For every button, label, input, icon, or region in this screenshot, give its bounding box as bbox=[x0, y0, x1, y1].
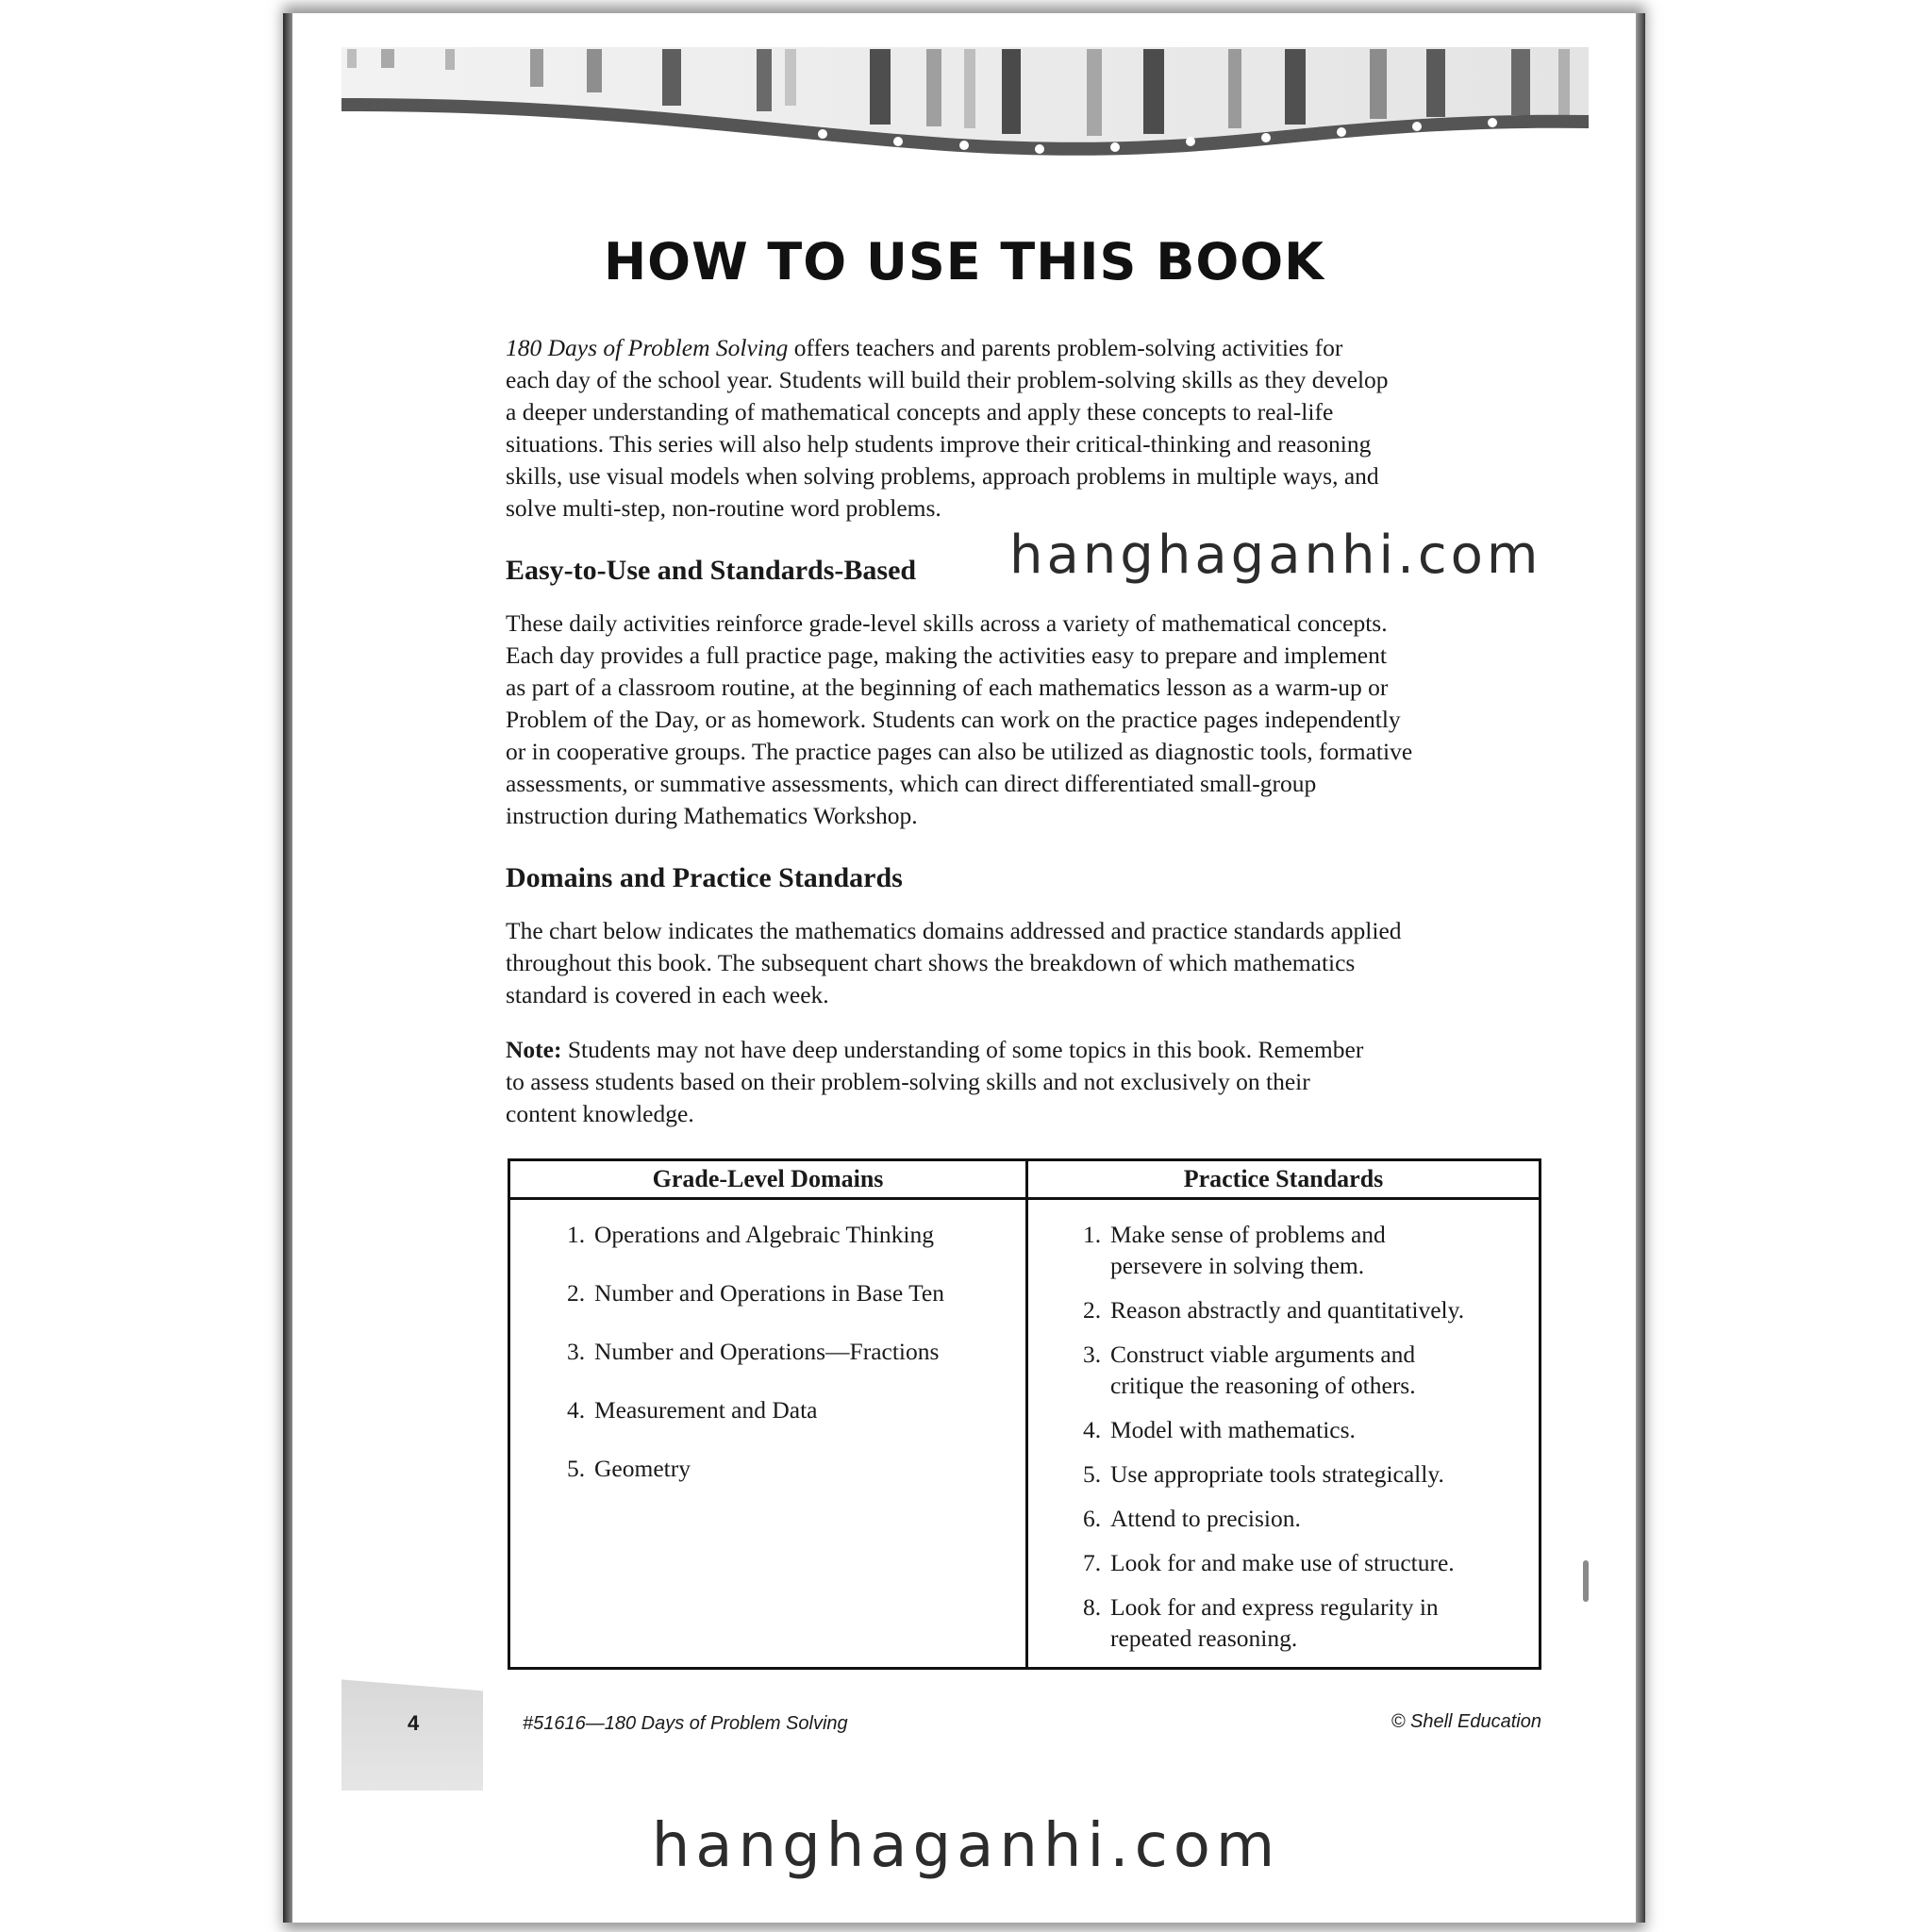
domain-item-text: Measurement and Data bbox=[594, 1396, 818, 1424]
page-edge-mark bbox=[1583, 1560, 1589, 1602]
note-line: to assess students based on their problem-solving skills and not exclusively on their bbox=[506, 1068, 1310, 1095]
standard-item-text: critique the reasoning of others. bbox=[1110, 1372, 1416, 1399]
domain-item-text: Geometry bbox=[594, 1455, 691, 1482]
domain-item-text: Operations and Algebraic Thinking bbox=[594, 1221, 934, 1248]
standard-item-number: 5. bbox=[1083, 1460, 1102, 1488]
intro-line: a deeper understanding of mathematical concepts and apply these concepts to real-life bbox=[506, 398, 1334, 425]
section-heading-easy-to-use: Easy-to-Use and Standards-Based bbox=[506, 555, 917, 586]
standard-item bbox=[1083, 1339, 1539, 1401]
domain-item bbox=[567, 1453, 1025, 1484]
domains-list bbox=[510, 1200, 1025, 1484]
section-heading-domains: Domains and Practice Standards bbox=[506, 862, 903, 893]
section1-line: or in cooperative groups. The practice pages can also be utilized as diagnostic tools, formative bbox=[506, 738, 1413, 765]
section1-paragraph bbox=[506, 609, 1591, 834]
section1-line: Problem of the Day, or as homework. Students can work on the practice pages independently bbox=[506, 706, 1401, 733]
standard-item bbox=[1083, 1294, 1539, 1325]
domains-cell bbox=[509, 1199, 1027, 1669]
note-label: Note: bbox=[506, 1036, 562, 1063]
domain-item-text: Number and Operations—Fractions bbox=[594, 1338, 940, 1365]
standard-item-text: Reason abstractly and quantitatively. bbox=[1110, 1296, 1465, 1324]
standard-item-number: 2. bbox=[1083, 1296, 1102, 1324]
standard-item bbox=[1083, 1591, 1539, 1654]
section2-paragraph bbox=[506, 917, 1591, 1013]
domain-item-number: 2. bbox=[567, 1279, 586, 1307]
standard-item-text: Model with mathematics. bbox=[1110, 1416, 1356, 1443]
standard-item-text: Make sense of problems and bbox=[1110, 1221, 1386, 1248]
header-practice-standards: Practice Standards bbox=[1027, 1160, 1541, 1199]
page-title: HOW TO USE THIS BOOK bbox=[603, 232, 1325, 291]
intro-paragraph bbox=[506, 334, 1591, 526]
intro-line: offers teachers and parents problem-solving activities for bbox=[788, 334, 1343, 361]
standards-cell bbox=[1027, 1199, 1541, 1669]
header-grade-level-domains: Grade-Level Domains bbox=[509, 1160, 1027, 1199]
section1-line: assessments, or summative assessments, which can direct differentiated small-group bbox=[506, 770, 1317, 797]
section2-line: The chart below indicates the mathematics domains addressed and practice standards applied bbox=[506, 917, 1402, 944]
note-paragraph bbox=[506, 1036, 1591, 1132]
section2-line: standard is covered in each week. bbox=[506, 981, 829, 1008]
domain-item-text: Number and Operations in Base Ten bbox=[594, 1279, 944, 1307]
intro-line: situations. This series will also help students improve their critical-thinking and reasoning bbox=[506, 430, 1372, 458]
standard-item bbox=[1083, 1414, 1539, 1445]
domain-item-number: 4. bbox=[567, 1396, 586, 1424]
standard-item-number: 3. bbox=[1083, 1341, 1102, 1368]
domain-item-number: 1. bbox=[567, 1221, 586, 1248]
footer-publisher: © Shell Education bbox=[1391, 1711, 1541, 1732]
standard-item-number: 4. bbox=[1083, 1416, 1102, 1443]
standard-item-text: repeated reasoning. bbox=[1110, 1624, 1298, 1652]
standard-item-number: 1. bbox=[1083, 1221, 1102, 1248]
section1-line: as part of a classroom routine, at the beginning of each mathematics lesson as a warm-up or bbox=[506, 674, 1389, 701]
domain-item bbox=[567, 1394, 1025, 1425]
watermark-middle: hanghaganhi.com bbox=[1009, 525, 1542, 586]
domain-item bbox=[567, 1336, 1025, 1367]
standard-item-number: 8. bbox=[1083, 1593, 1102, 1621]
standard-item-text: Construct viable arguments and bbox=[1110, 1341, 1416, 1368]
standard-item-text: persevere in solving them. bbox=[1110, 1252, 1365, 1279]
page-number: 4 bbox=[408, 1711, 420, 1735]
standard-item-text: Attend to precision. bbox=[1110, 1505, 1301, 1532]
section1-line: These daily activities reinforce grade-level skills across a variety of mathematical concepts. bbox=[506, 609, 1388, 637]
standard-item-text: Look for and express regularity in bbox=[1110, 1593, 1439, 1621]
standard-item-text: Look for and make use of structure. bbox=[1110, 1549, 1455, 1576]
top-banner-decoration bbox=[341, 47, 1589, 160]
domains-standards-table bbox=[508, 1158, 1541, 1670]
book-page bbox=[291, 13, 1638, 1923]
domain-item-number: 3. bbox=[567, 1338, 586, 1365]
standard-item-text: Use appropriate tools strategically. bbox=[1110, 1460, 1444, 1488]
intro-line: solve multi-step, non-routine word problems. bbox=[506, 494, 941, 522]
note-line: content knowledge. bbox=[506, 1100, 694, 1127]
domain-item-number: 5. bbox=[567, 1455, 586, 1482]
standard-item bbox=[1083, 1458, 1539, 1490]
standard-item bbox=[1083, 1503, 1539, 1534]
section2-line: throughout this book. The subsequent chart shows the breakdown of which mathematics bbox=[506, 949, 1356, 976]
standard-item bbox=[1083, 1219, 1539, 1281]
intro-line: skills, use visual models when solving problems, approach problems in multiple ways, and bbox=[506, 462, 1379, 490]
watermark-bottom: hanghaganhi.com bbox=[651, 1811, 1281, 1881]
standard-item-number: 6. bbox=[1083, 1505, 1102, 1532]
section1-line: instruction during Mathematics Workshop. bbox=[506, 802, 918, 829]
standard-item-number: 7. bbox=[1083, 1549, 1102, 1576]
section1-line: Each day provides a full practice page, making the activities easy to prepare and implement bbox=[506, 641, 1387, 669]
domain-item bbox=[567, 1219, 1025, 1250]
footer-book-id: #51616—180 Days of Problem Solving bbox=[523, 1713, 848, 1734]
domain-item bbox=[567, 1277, 1025, 1308]
book-title-italic: 180 Days of Problem Solving bbox=[506, 334, 789, 361]
intro-line: each day of the school year. Students will build their problem-solving skills as they develop bbox=[506, 366, 1389, 393]
note-line: Students may not have deep understanding of some topics in this book. Remember bbox=[561, 1036, 1364, 1063]
standard-item bbox=[1083, 1547, 1539, 1578]
standards-list bbox=[1028, 1200, 1539, 1654]
